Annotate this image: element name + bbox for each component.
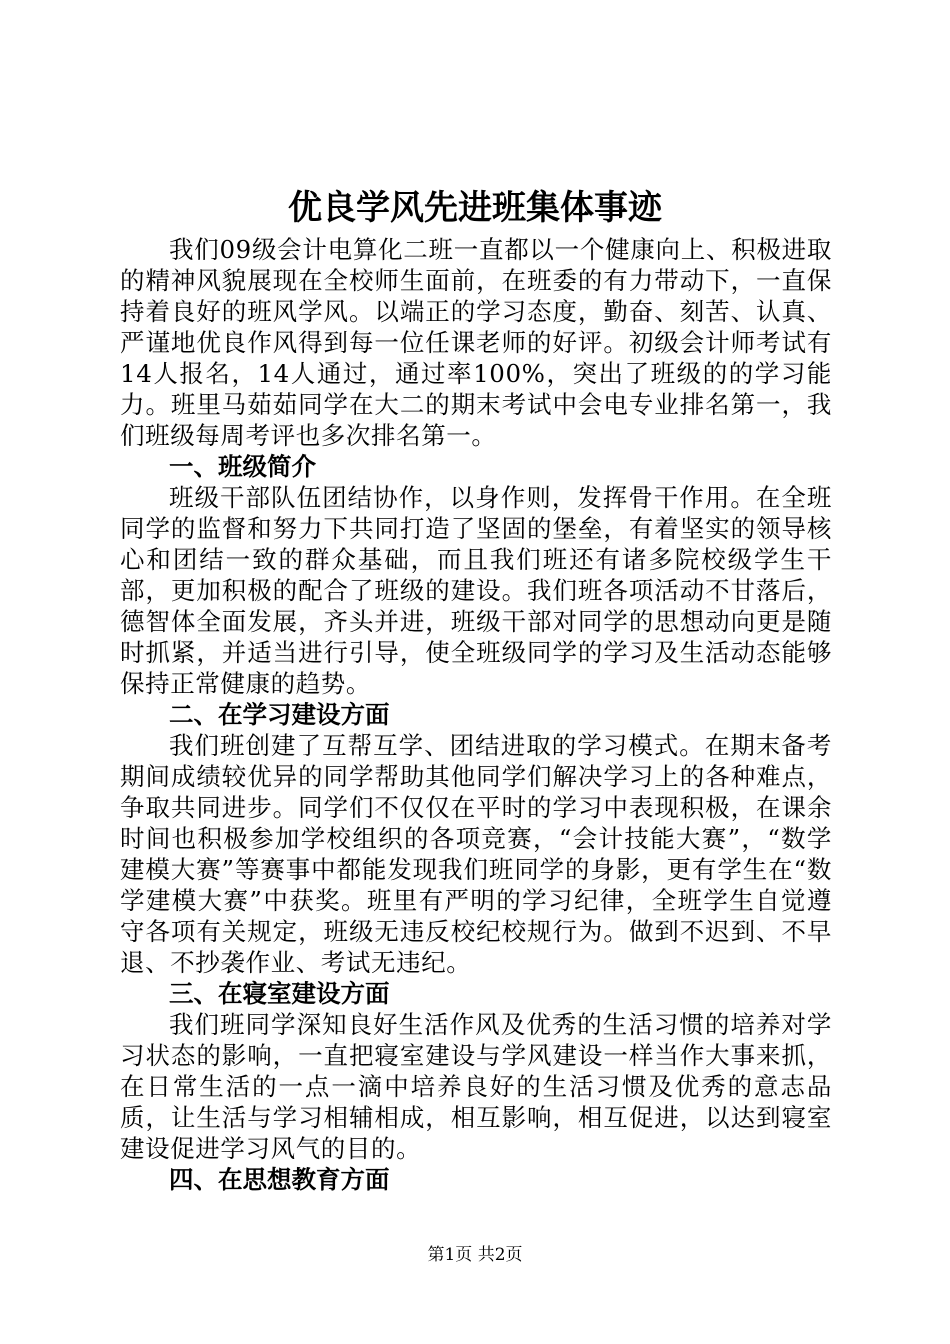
- section-text-study: 我们班创建了互帮互学、团结进取的学习模式。在期末备考期间成绩较优异的同学帮助其他同学们解决学习上的各种难点，争取共同进步。同学们不仅仅在平时的学习中表现积极，在课余时间也积极参加学校组织的各项竞赛，“会计技能大赛”，“数学建模大赛”等赛事中都能发现我们班同学的身影，更有学生在“数学建模大赛”中获奖。班里有严明的学习纪律，全班学生自觉遵守各项有关规定，班级无违反校纪校规行为。做到不迟到、不早退、不抄袭作业、考试无违纪。: [120, 731, 832, 977]
- section-text-dormitory: 我们班同学深知良好生活作风及优秀的生活习惯的培养对学习状态的影响，一直把寝室建设与学风建设一样当作大事来抓，在日常生活的一点一滴中培养良好的生活习惯及优秀的意志品质，让生活与学习相辅相成，相互影响，相互促进，以达到寝室建设促进学习风气的目的。: [120, 1010, 832, 1163]
- document-title: 优良学风先进班集体事迹: [288, 188, 662, 228]
- section-heading-dormitory: 三、在寝室建设方面: [169, 979, 390, 1008]
- intro-paragraph: 我们09级会计电算化二班一直都以一个健康向上、积极进取的精神风貌展现在全校师生面前，在班委的有力带动下，一直保持着良好的班风学风。以端正的学习态度，勤奋、刻苦、认真、严谨地优良作风得到每一位任课老师的好评。初级会计师考试有14人报名，14人通过，通过率100%，突出了班级的的学习能力。班里马茹茹同学在大二的期末考试中会电专业排名第一，我们班级每周考评也多次排名第一。: [120, 235, 832, 450]
- section-heading-study: 二、在学习建设方面: [169, 700, 390, 729]
- section-text-class-intro: 班级干部队伍团结协作，以身作则，发挥骨干作用。在全班同学的监督和努力下共同打造了坚固的堡垒，有着坚实的领导核心和团结一致的群众基础，而且我们班还有诸多院校级学生干部，更加积极的配合了班级的建设。我们班各项活动不甘落后，德智体全面发展，齐头并进，班级干部对同学的思想动向更是随时抓紧，并适当进行引导，使全班级同学的学习及生活动态能够保持正常健康的趋势。: [120, 483, 832, 698]
- document-body: [120, 234, 832, 1195]
- page-footer: 第1页 共2页: [427, 1245, 523, 1265]
- section-heading-class-intro: 一、班级简介: [169, 452, 316, 481]
- section-heading-ideology: 四、在思想教育方面: [169, 1165, 390, 1194]
